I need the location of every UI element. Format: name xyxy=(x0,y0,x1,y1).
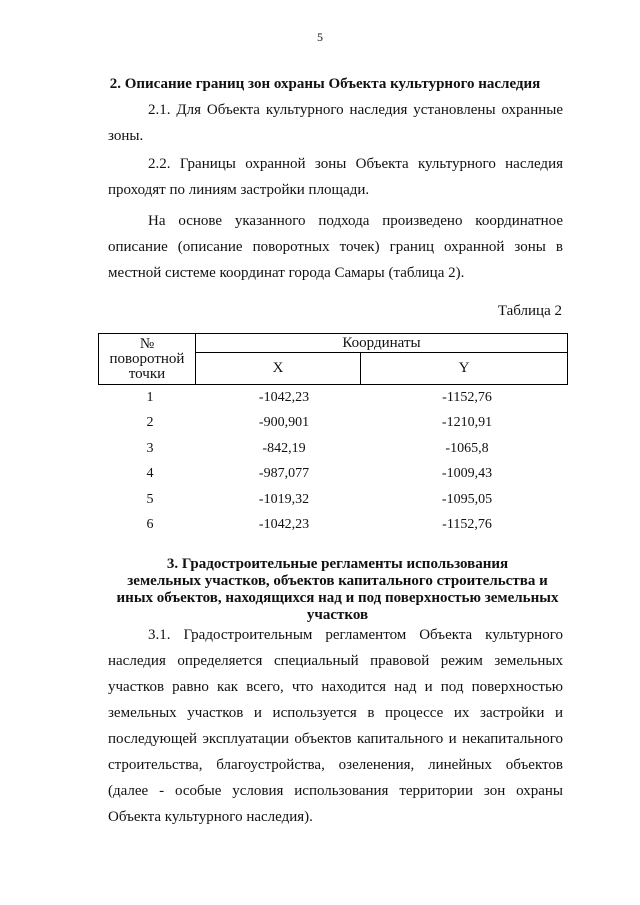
paragraph-2-1-line-2: зоны. xyxy=(108,128,144,144)
section-3-heading-line-2: земельных участков, объектов капитального строительства и xyxy=(127,573,548,589)
x-cell: -1042,23 xyxy=(258,517,310,533)
paragraph-2-2-line-2: проходят по линиям застройки площади. xyxy=(108,182,370,198)
paragraph-approach-line-1: На основе указанного подхода произведено координатное xyxy=(148,213,563,229)
paragraph-3-1-line-8: Объекта культурного наследия). xyxy=(108,809,313,825)
point-number-header-line-2: поворотной xyxy=(109,350,185,367)
table-row xyxy=(98,411,568,437)
coordinates-table-header xyxy=(98,333,568,385)
section-2-heading: 2. Описание границ зон охраны Объекта культурного наследия xyxy=(109,76,541,92)
y-column-header: Y xyxy=(361,353,568,385)
point-number-cell: 2 xyxy=(146,415,154,431)
point-number-header-line-3: точки xyxy=(128,365,166,382)
table-row xyxy=(98,436,568,462)
point-number-header xyxy=(99,334,196,385)
section-3-heading xyxy=(105,556,570,624)
table-row xyxy=(98,487,568,513)
table-row xyxy=(98,385,568,411)
coordinates-header: Координаты xyxy=(196,334,568,353)
y-cell: -1152,76 xyxy=(442,389,492,405)
x-cell: -987,077 xyxy=(258,466,310,482)
point-number-cell: 6 xyxy=(146,517,154,533)
section-3-heading-line-3: иных объектов, находящихся над и под поверхностью земельных xyxy=(116,590,559,606)
table-row xyxy=(98,462,568,488)
page-number: 5 xyxy=(317,30,323,44)
paragraph-3-1-line-6: строительства, благоустройства, озеленения, линейных объектов xyxy=(108,757,563,773)
table-row xyxy=(98,513,568,539)
paragraph-3-1-line-5: последующей эксплуатации объектов капитального и некапитального xyxy=(108,731,563,747)
coordinates-table-body xyxy=(98,385,568,538)
y-cell: -1065,8 xyxy=(445,440,489,456)
y-cell: -1095,05 xyxy=(441,491,493,507)
x-cell: -1042,23 xyxy=(258,389,310,405)
point-number-cell: 3 xyxy=(146,440,154,456)
x-cell: -1019,32 xyxy=(258,491,310,507)
paragraph-3-1-line-4: земельных участков и используется в процессе их застройки и xyxy=(108,705,563,721)
table-caption: Таблица 2 xyxy=(497,303,562,319)
point-number-cell: 1 xyxy=(146,389,154,405)
paragraph-3-1-line-7: (далее - особые условия использования территории зон охраны xyxy=(108,783,563,799)
point-number-cell: 5 xyxy=(146,491,154,507)
x-column-header: X xyxy=(196,353,361,385)
section-3-heading-line-4: участков xyxy=(306,607,369,623)
section-3-heading-line-1: 3. Градостроительные регламенты использования xyxy=(166,556,509,572)
point-number-cell: 4 xyxy=(146,466,154,482)
y-cell: -1152,76 xyxy=(442,517,492,533)
paragraph-3-1-line-1: 3.1. Градостроительным регламентом Объекта культурного xyxy=(148,627,563,643)
y-cell: -1009,43 xyxy=(441,466,493,482)
y-cell: -1210,91 xyxy=(441,415,493,431)
paragraph-2-1-line-1: 2.1. Для Объекта культурного наследия установлены охранные xyxy=(148,102,563,118)
x-cell: -900,901 xyxy=(258,415,310,431)
point-number-header-line-1: № xyxy=(139,335,155,352)
paragraph-approach-line-3: местной системе координат города Самары (таблица 2). xyxy=(108,265,465,281)
x-cell: -842,19 xyxy=(262,440,306,456)
paragraph-approach-line-2: описание (описание поворотных точек) границ охранной зоны в xyxy=(108,239,563,255)
paragraph-3-1-line-2: наследия определяется специальный правовой режим земельных xyxy=(108,653,563,669)
paragraph-2-2-line-1: 2.2. Границы охранной зоны Объекта культурного наследия xyxy=(148,156,563,172)
paragraph-3-1-line-3: участков равно как всего, что находится над и под поверхностью xyxy=(108,679,563,695)
